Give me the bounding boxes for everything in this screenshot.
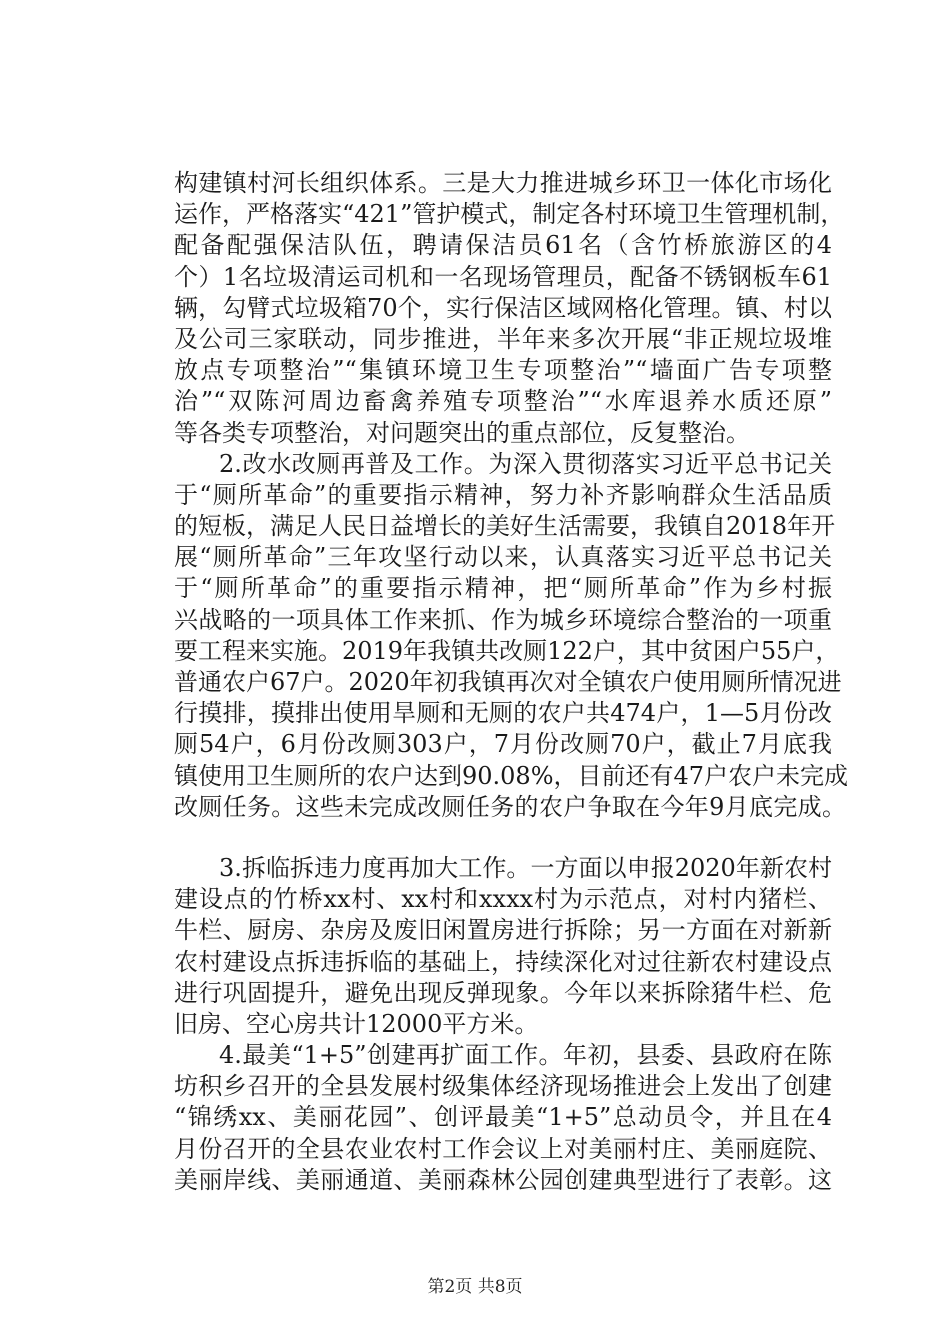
text-line: 行摸排，摸排出使用旱厕和无厕的农户共474户，1—5月份改 (174, 699, 832, 728)
paragraph-1 (0, 168, 950, 449)
text-line: 美丽岸线、美丽通道、美丽森林公园创建典型进行了表彰。这 (174, 1165, 832, 1194)
text-line: 运作，严格落实“421”管护模式，制定各村环境卫生管理机制， (174, 200, 845, 229)
text-line: 要工程来实施。2019年我镇共改厕122户，其中贫困户55户， (174, 636, 840, 665)
text-line: 兴战略的一项具体工作来抓、作为城乡环境综合整治的一项重 (174, 605, 832, 634)
document-body (0, 168, 950, 1196)
text-line: 个）1名垃圾清运司机和一名现场管理员，配备不锈钢板车61 (174, 262, 832, 291)
text-line: 旧房、空心房共计12000平方米。 (174, 1009, 539, 1038)
text-line: 农村建设点拆违拆临的基础上，持续深化对过往新农村建设点 (174, 947, 832, 976)
text-line: 放点专项整治”“集镇环境卫生专项整治”“墙面广告专项整 (174, 356, 832, 385)
text-line: 治”“双陈河周边畜禽养殖专项整治”“水库退养水质还原” (174, 387, 832, 416)
text-line: 及公司三家联动，同步推进，半年来多次开展“非正规垃圾堆 (174, 324, 832, 353)
text-line: 普通农户67户。2020年初我镇再次对全镇农户使用厕所情况进 (174, 668, 842, 696)
text-line: 改厕任务。这些未完成改厕任务的农户争取在今年9月底完成。 (174, 792, 846, 821)
text-line: 厕54户，6月份改厕303户，7月份改厕70户，截止7月底我 (174, 730, 832, 759)
paragraph-4 (0, 1040, 950, 1196)
text-line: 于“厕所革命”的重要指示精神，努力补齐影响群众生活品质 (174, 480, 832, 509)
text-line: 构建镇村河长组织体系。三是大力推进城乡环卫一体化市场化 (174, 169, 832, 197)
text-line: 建设点的竹桥xx村、xx村和xxxx村为示范点，对村内猪栏、 (174, 885, 832, 914)
text-line: “锦绣xx、美丽花园”、创评最美“1+5”总动员令，并且在4 (174, 1103, 832, 1132)
text-line: 等各类专项整治，对问题突出的重点部位，反复整治。 (174, 418, 750, 447)
page-number-label: 第2页 共8页 (427, 1277, 523, 1297)
text-line: 配备配强保洁队伍，聘请保洁员61名（含竹桥旅游区的4 (174, 231, 832, 260)
text-line: 月份召开的全县农业农村工作会议上对美丽村庄、美丽庭院、 (174, 1134, 832, 1163)
text-line: 于“厕所革命”的重要指示精神，把“厕所革命”作为乡村振 (174, 574, 832, 603)
text-line: 展“厕所革命”三年攻坚行动以来，认真落实习近平总书记关 (174, 543, 832, 572)
text-line: 3.拆临拆违力度再加大工作。一方面以申报2020年新农村 (219, 853, 832, 882)
text-line: 坊积乡召开的全县发展村级集体经济现场推进会上发出了创建 (174, 1072, 832, 1101)
text-line: 2.改水改厕再普及工作。为深入贯彻落实习近平总书记关 (219, 449, 832, 478)
text-line: 辆，勾臂式垃圾箱70个，实行保洁区域网格化管理。镇、村以 (174, 293, 832, 322)
text-line: 镇使用卫生厕所的农户达到90.08%，目前还有47户农户未完成 (174, 761, 849, 790)
text-line: 牛栏、厨房、杂房及废旧闲置房进行拆除；另一方面在对新新 (174, 916, 832, 945)
text-line: 的短板，满足人民日益增长的美好生活需要，我镇自2018年开 (174, 512, 836, 541)
paragraph-2 (0, 449, 950, 823)
page-footer (0, 1272, 950, 1297)
text-line: 进行巩固提升，避免出现反弹现象。今年以来拆除猪牛栏、危 (174, 978, 832, 1007)
text-line: 4.最美“1+5”创建再扩面工作。年初，县委、县政府在陈 (219, 1041, 832, 1070)
paragraph-3 (0, 853, 950, 1040)
